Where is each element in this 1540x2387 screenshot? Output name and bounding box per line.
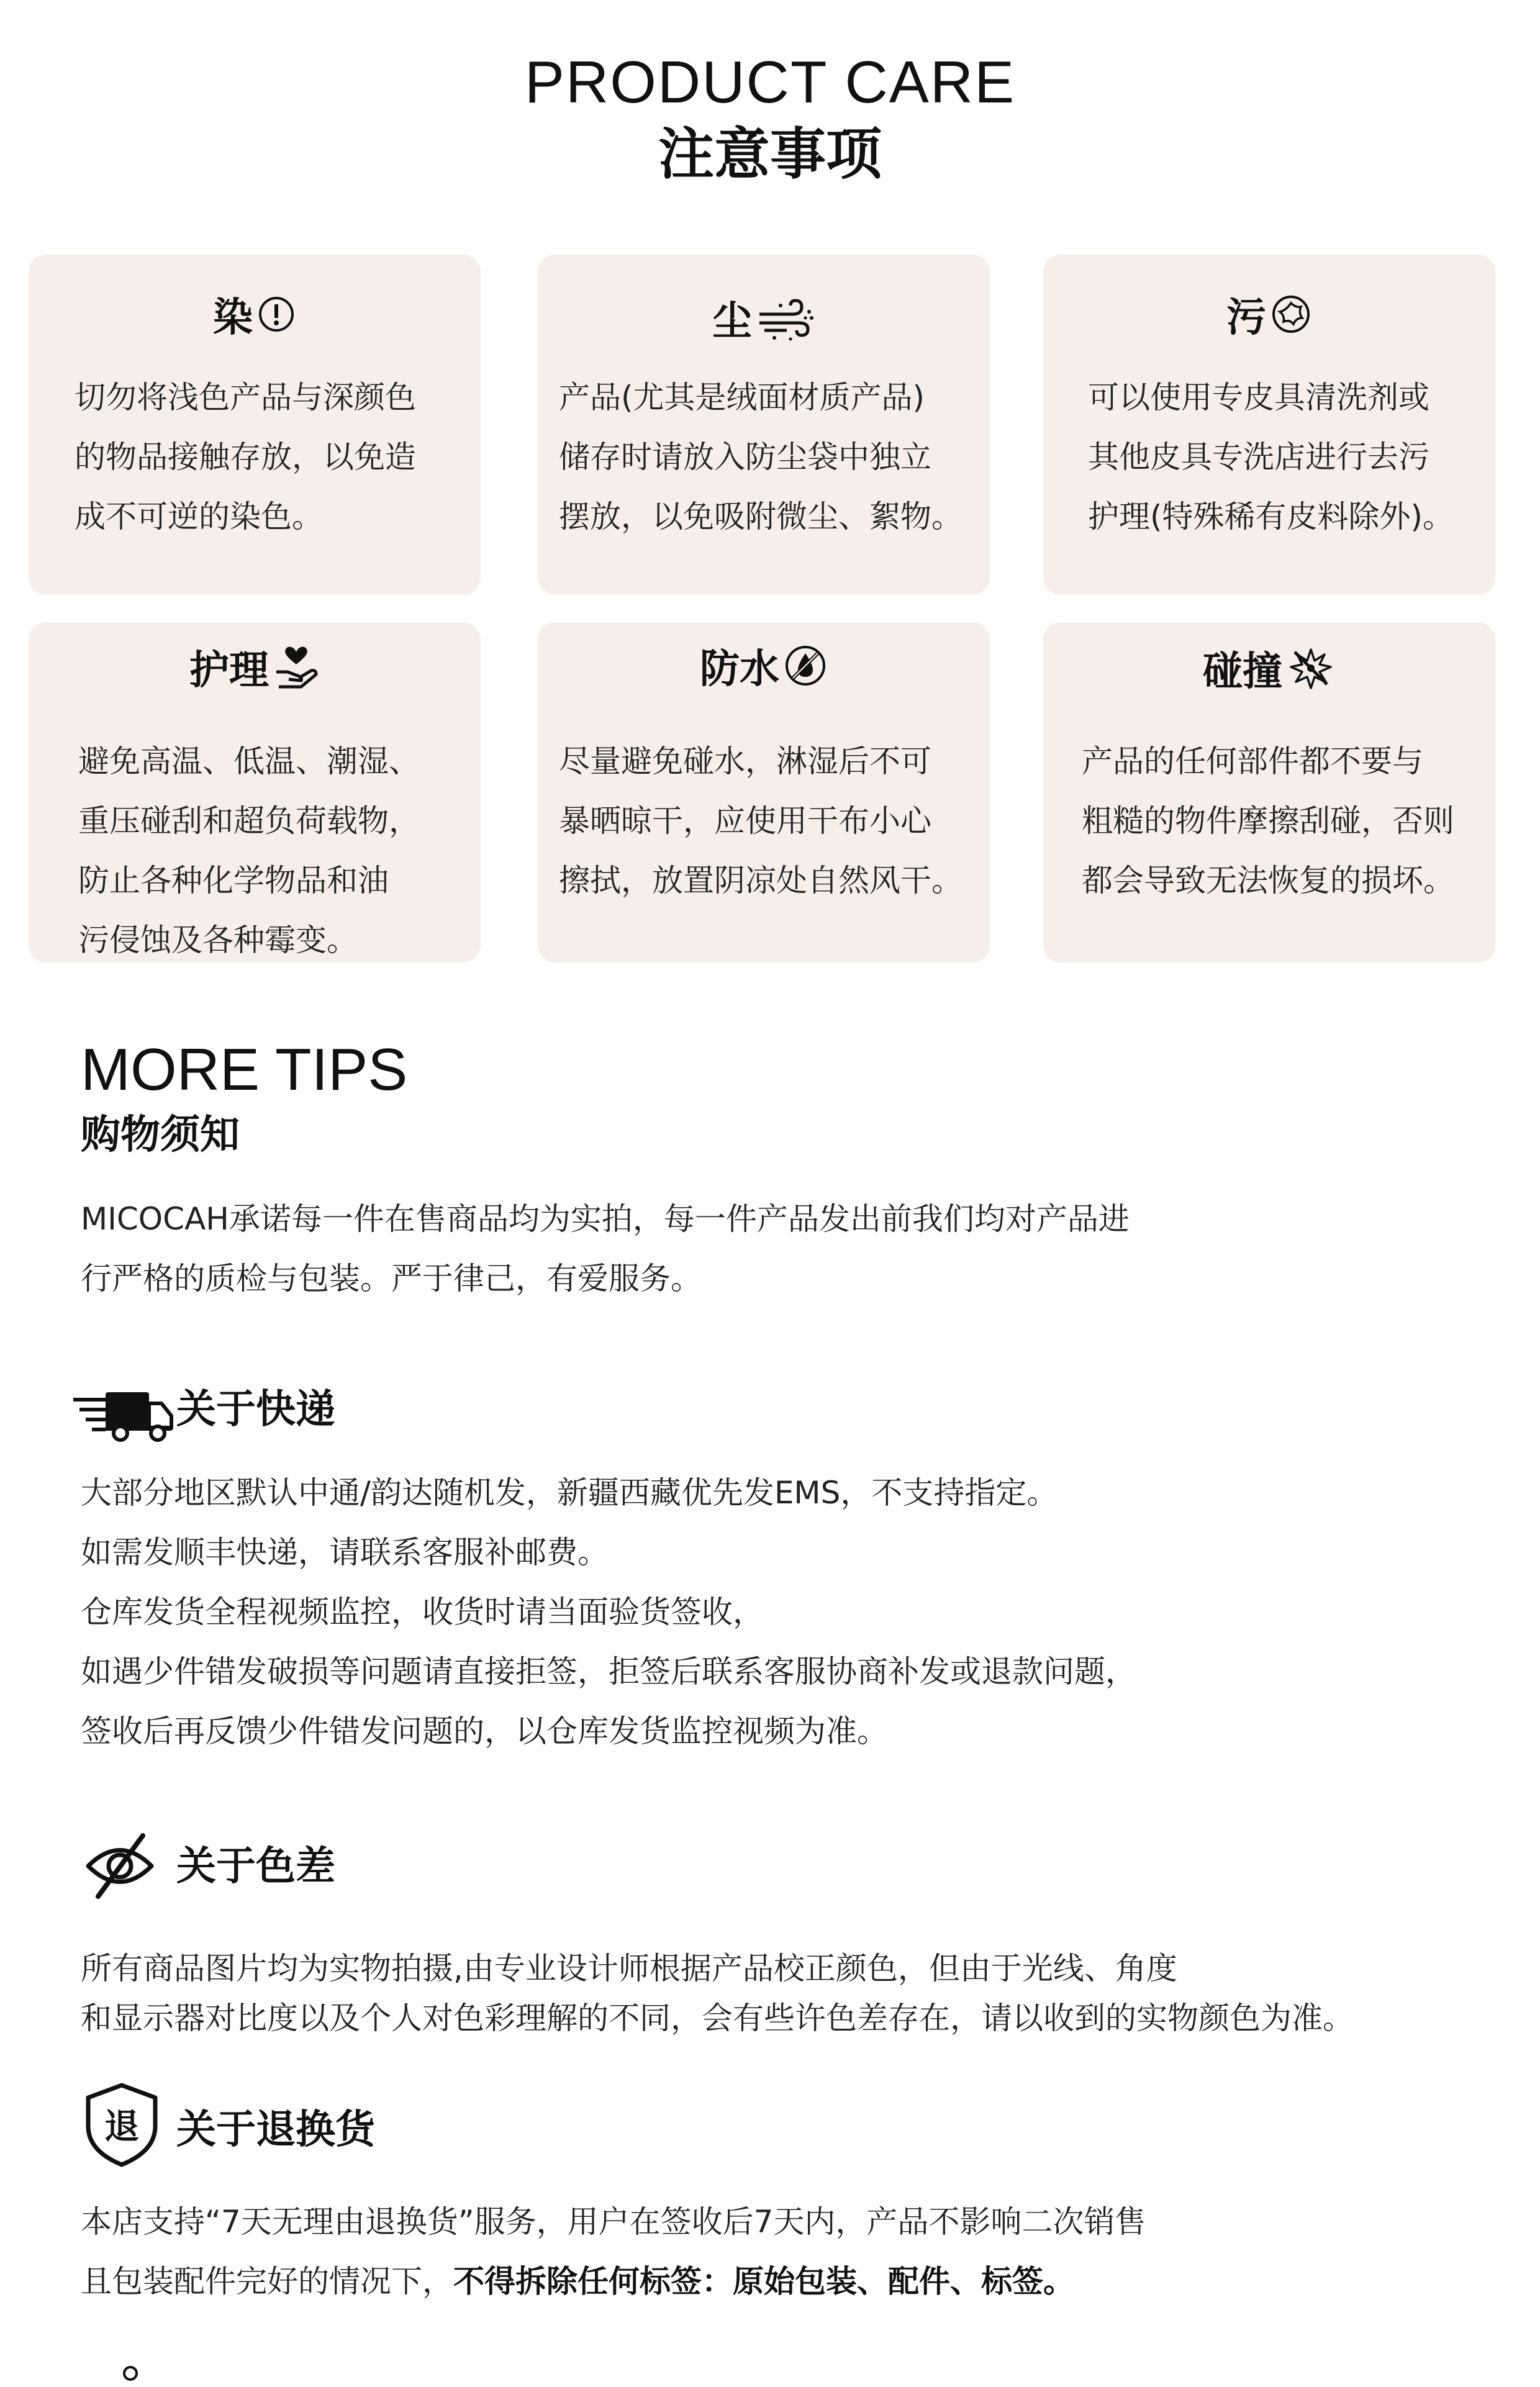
care-card-maintenance (29, 622, 481, 962)
eye-slash-icon (83, 1829, 156, 1905)
card-text: 切勿将浅色产品与深颜色 的物品接触存放，以免造 成不可逆的染色。 (75, 379, 416, 535)
exclamation-circle-icon (256, 294, 296, 346)
shipping-title: 关于快递 (176, 1387, 335, 1433)
svg-text:退: 退 (104, 2107, 139, 2147)
card-text: 产品的任何部件都不要与 粗糙的物件摩擦刮碰，否则 都会导致无法恢复的损坏。 (1082, 743, 1454, 899)
stain-icon (1270, 293, 1312, 347)
wind-dust-icon (756, 293, 815, 355)
returns-title: 关于退换货 (176, 2107, 375, 2153)
care-card-stain-dye (29, 255, 481, 595)
tips-title-en: MORE TIPS (81, 1036, 408, 1103)
color-text: 所有商品图片均为实物拍摄,由专业设计师根据产品校正颜色，但由于光线、角度 和显示器对比度以及个人对色彩理解的不同，会有些许色差存在，请以收到的实物颜色为准。 (81, 1950, 1354, 2036)
card-title: 染 (213, 295, 253, 341)
collision-icon (1286, 643, 1336, 705)
care-card-dirt (1043, 255, 1495, 595)
returns-warning: 不得拆除任何标签：原始包装、配件、标签。 (453, 2263, 1074, 2299)
card-text: 产品(尤其是绒面材质产品) 储存时请放入防尘袋中独立 摆放，以免吸附微尘、絮物。 (559, 379, 962, 535)
care-card-dust (538, 255, 990, 595)
card-text: 避免高温、低温、潮湿、 重压碰刮和超负荷载物， 防止各种化学物品和油 污侵蚀及各种霉变。 (78, 743, 420, 958)
card-title: 污 (1226, 295, 1266, 342)
returns-text: 本店支持“7天无理由退换货”服务，用户在签收后7天内，产品不影响二次销售 且包装配件完好的情况下，不得拆除任何标签：原始包装、配件、标签。 (81, 2204, 1146, 2299)
care-card-collision (1043, 622, 1495, 962)
care-card-waterproof (538, 622, 990, 962)
no-water-icon (783, 643, 828, 700)
card-title: 防水 (700, 646, 779, 693)
card-title: 尘 (712, 299, 752, 345)
card-text: 尽量避免碰水，淋湿后不可 暴晒晾干，应使用干布小心 擦拭，放置阴凉处自然风干。 (559, 743, 962, 899)
tips-title-zh: 购物须知 (81, 1112, 240, 1158)
page-title-zh: 注意事项 (658, 122, 882, 187)
color-title: 关于色差 (176, 1844, 335, 1890)
card-title: 碰撞 (1203, 649, 1282, 695)
truck-icon (71, 1388, 174, 1446)
partial-icon (118, 2363, 143, 2387)
shipping-text: 大部分地区默认中通/韵达随机发，新疆西藏优先发EMS，不支持指定。 如需发顺丰快递，请联系客服补邮费。 仓库发货全程视频监控，收货时请当面验货签收， 如遇少件错发破损等问题请直接拒签，拒签后联系客服协商补发或退款问题， 签收后再反馈少件错发问题的，以仓库发货监控视频为准。 (81, 1475, 1136, 1749)
card-text: 可以使用专皮具清洗剂或 其他皮具专洗店进行去污 护理(特殊稀有皮料除外)。 (1088, 379, 1454, 535)
hand-heart-icon (273, 643, 320, 702)
page-title-en: PRODUCT CARE (524, 49, 1016, 116)
tips-intro: MICOCAH承诺每一件在售商品均为实拍，每一件产品发出前我们均对产品进 行严格的质检与包装。严于律己，有爱服务。 (81, 1201, 1130, 1297)
card-title: 护理 (189, 648, 269, 694)
return-shield-icon (83, 2081, 160, 2171)
